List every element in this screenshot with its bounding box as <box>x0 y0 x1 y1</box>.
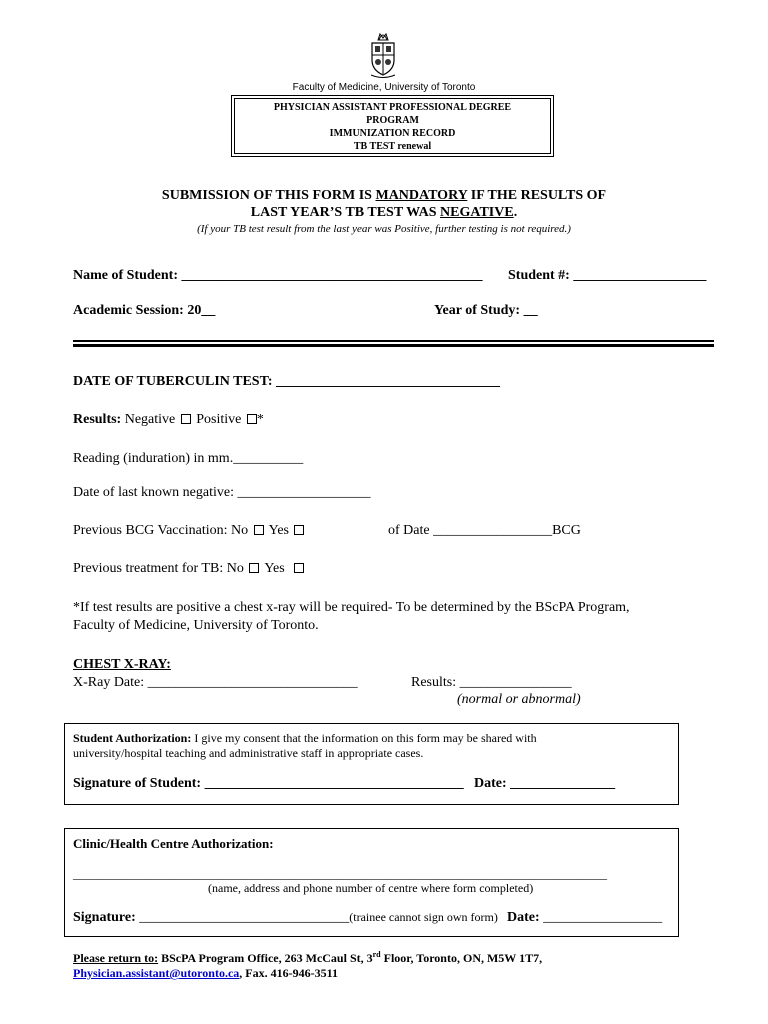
positive-note-line-2: Faculty of Medicine, University of Toronto. <box>73 618 319 633</box>
results-label: Results: <box>73 412 122 427</box>
clinic-signature-row[interactable]: Signature: ______________________________(trainee cannot sign own form) <box>73 910 498 925</box>
student-authorization-box <box>64 723 679 805</box>
positive-label: Positive <box>196 412 242 427</box>
university-crest-icon <box>369 28 397 80</box>
notice-line-1: SUBMISSION OF THIS FORM IS MANDATORY IF THE RESULTS OF <box>161 188 607 203</box>
title-line-4: TB TEST renewal <box>353 141 432 152</box>
bcg-date-field[interactable]: of Date _________________BCG <box>388 523 581 538</box>
notice-note: (If your TB test result from the last year was Positive, further testing is not required.) <box>197 223 571 235</box>
faculty-name: Faculty of Medicine, University of Toronto <box>292 82 476 93</box>
program-title-box <box>231 95 554 157</box>
clinic-date-field[interactable]: Date: _________________ <box>507 910 663 925</box>
year-of-study-field[interactable]: Year of Study: __ <box>434 303 538 318</box>
negative-label: Negative <box>124 412 176 427</box>
bcg-yes-checkbox[interactable] <box>294 525 304 535</box>
student-signature-field[interactable]: Signature of Student: _____________________________________ <box>73 776 464 791</box>
treatment-yes-checkbox[interactable] <box>294 563 304 573</box>
bcg-no-checkbox[interactable] <box>254 525 264 535</box>
xray-date-field[interactable]: X-Ray Date: ______________________________ <box>73 675 358 690</box>
notice-line-2: LAST YEAR’S TB TEST WAS NEGATIVE. <box>250 205 518 220</box>
positive-note-line-1: *If test results are positive a chest x-ray will be required- To be determined by the BScPA Program, <box>73 600 630 615</box>
mandatory-word: MANDATORY <box>375 188 468 203</box>
student-auth-heading: Student Authorization: <box>73 731 192 745</box>
clinic-info-line[interactable]: _________________________________________________________________________________________ <box>73 867 607 881</box>
last-negative-date-field[interactable]: Date of last known negative: ___________________ <box>73 485 371 500</box>
return-label: Please return to: <box>73 951 159 965</box>
clinic-info-note: (name, address and phone number of centre where form completed) <box>208 881 534 895</box>
return-address: Please return to: BScPA Program Office, 263 McCaul St, 3rd Floor, Toronto, ON, M5W 1T7, <box>73 950 543 965</box>
reading-field[interactable]: Reading (induration) in mm.__________ <box>73 451 304 466</box>
xray-results-field[interactable]: Results: ________________ <box>411 675 572 690</box>
positive-asterisk: * <box>256 412 264 427</box>
email-link[interactable]: Physician.assistant@utoronto.ca <box>73 966 240 980</box>
treatment-label: Previous treatment for TB: No <box>73 561 244 576</box>
divider-thick <box>73 344 714 347</box>
clinic-authorization-box <box>64 828 679 937</box>
positive-checkbox[interactable] <box>247 414 257 424</box>
treatment-yes-label: Yes <box>264 561 285 576</box>
title-line-3: IMMUNIZATION RECORD <box>329 128 456 139</box>
bcg-row <box>73 523 306 539</box>
title-line-2: PROGRAM <box>366 115 419 126</box>
academic-session-field[interactable]: Academic Session: 20__ <box>73 303 216 318</box>
student-name-field[interactable]: Name of Student: ___________________________________________ <box>73 268 483 283</box>
contact-line <box>73 966 338 981</box>
clinic-signature-label: Signature: <box>73 910 136 925</box>
student-number-field[interactable]: Student #: ___________________ <box>508 268 707 283</box>
bcg-yes-label: Yes <box>268 523 289 538</box>
bcg-label: Previous BCG Vaccination: No <box>73 523 249 538</box>
negative-checkbox[interactable] <box>181 414 191 424</box>
clinic-auth-heading: Clinic/Health Centre Authorization: <box>73 836 274 851</box>
chest-xray-heading: CHEST X-RAY: <box>73 657 171 672</box>
results-row <box>73 412 264 428</box>
title-line-1: PHYSICIAN ASSISTANT PROFESSIONAL DEGREE <box>273 102 512 113</box>
student-date-field[interactable]: Date: _______________ <box>474 776 616 791</box>
treatment-no-checkbox[interactable] <box>249 563 259 573</box>
tuberculin-test-date-field[interactable]: DATE OF TUBERCULIN TEST: ________________________________ <box>73 374 501 389</box>
trainee-note: (trainee cannot sign own form) <box>349 910 498 924</box>
student-auth-text-1: Student Authorization: I give my consent that the information on this form may be shared with <box>73 731 537 745</box>
negative-word: NEGATIVE <box>440 205 514 220</box>
student-auth-text-2: university/hospital teaching and administrative staff in appropriate cases. <box>73 746 424 760</box>
treatment-row <box>73 561 306 577</box>
fax-number: , Fax. 416-946-3511 <box>239 966 338 980</box>
divider-thin <box>73 340 714 342</box>
xray-results-note: (normal or abnormal) <box>457 692 581 707</box>
